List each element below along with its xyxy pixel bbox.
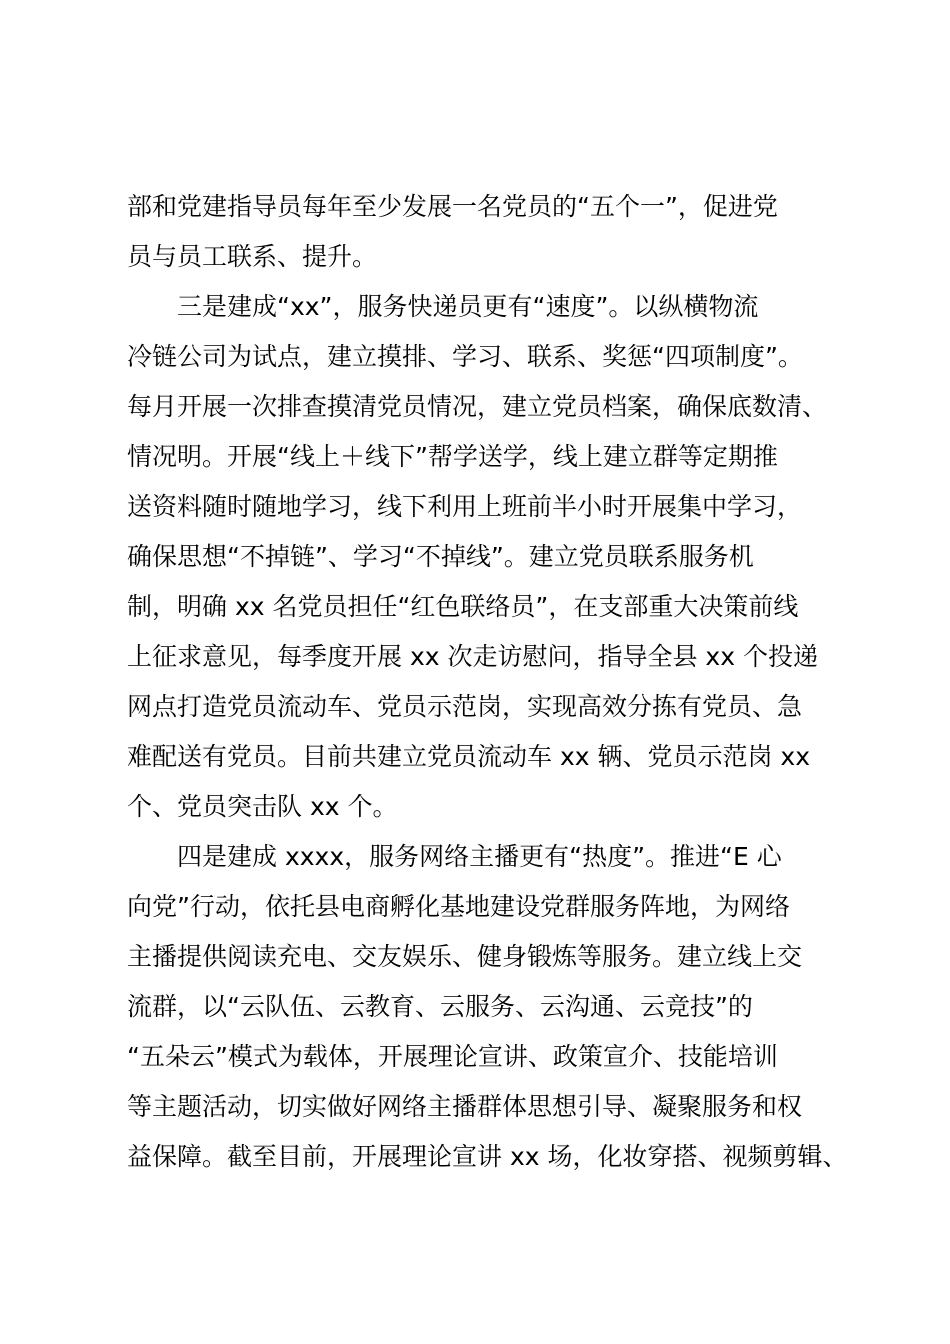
text-line: 难配送有党员。目前共建立党员流动车 xx 辆、党员示范岗 xx — [127, 742, 811, 771]
text-line: 制，明确 xx 名党员担任“红色联络员”，在支部重大决策前线 — [127, 592, 799, 621]
text-line: 三是建成“xx”，服务快递员更有“速度”。以纵横物流 — [127, 292, 759, 321]
text-line: 流群，以“云队伍、云教育、云服务、云沟通、云竞技”的 — [127, 992, 753, 1021]
paragraph-continued — [127, 182, 839, 282]
text-line: 冷链公司为试点，建立摸排、学习、联系、奖惩“四项制度”。 — [127, 342, 803, 371]
text-line: 向党”行动，依托县电商孵化基地建设党群服务阵地，为网络 — [127, 892, 790, 921]
text-line: 确保思想“不掉链”、学习“不掉线”。建立党员联系服务机 — [127, 542, 754, 571]
text-line: 个、党员突击队 xx 个。 — [127, 792, 398, 821]
text-line: 情况明。开展“线上＋线下”帮学送学，线上建立群等定期推 — [127, 442, 778, 471]
text-line: 员与员工联系、提升。 — [127, 242, 378, 271]
text-line: 送资料随时随地学习，线下利用上班前半小时开展集中学习， — [127, 492, 803, 521]
text-line: 主播提供阅读充电、交友娱乐、健身锻炼等服务。建立线上交 — [127, 942, 803, 971]
text-line: 上征求意见，每季度开展 xx 次走访慰问，指导全县 xx 个投递 — [127, 642, 818, 671]
paragraph-four — [127, 832, 848, 1182]
document-page — [127, 182, 848, 1182]
text-line: 网点打造党员流动车、党员示范岗，实现高效分拣有党员、急 — [127, 692, 803, 721]
text-line: 每月开展一次排查摸清党员情况，建立党员档案，确保底数清、 — [127, 392, 828, 421]
text-line: 等主题活动，切实做好网络主播群体思想引导、凝聚服务和权 — [127, 1092, 803, 1121]
paragraph-three — [127, 282, 839, 832]
text-line: 四是建成 xxxx，服务网络主播更有“热度”。推进“E 心 — [127, 842, 782, 871]
text-line: 部和党建指导员每年至少发展一名党员的“五个一”，促进党 — [127, 192, 778, 221]
text-line: “五朵云”模式为载体，开展理论宣讲、政策宣介、技能培训 — [127, 1042, 778, 1071]
text-line: 益保障。截至目前，开展理论宣讲 xx 场，化妆穿搭、视频剪辑、 — [127, 1142, 848, 1171]
